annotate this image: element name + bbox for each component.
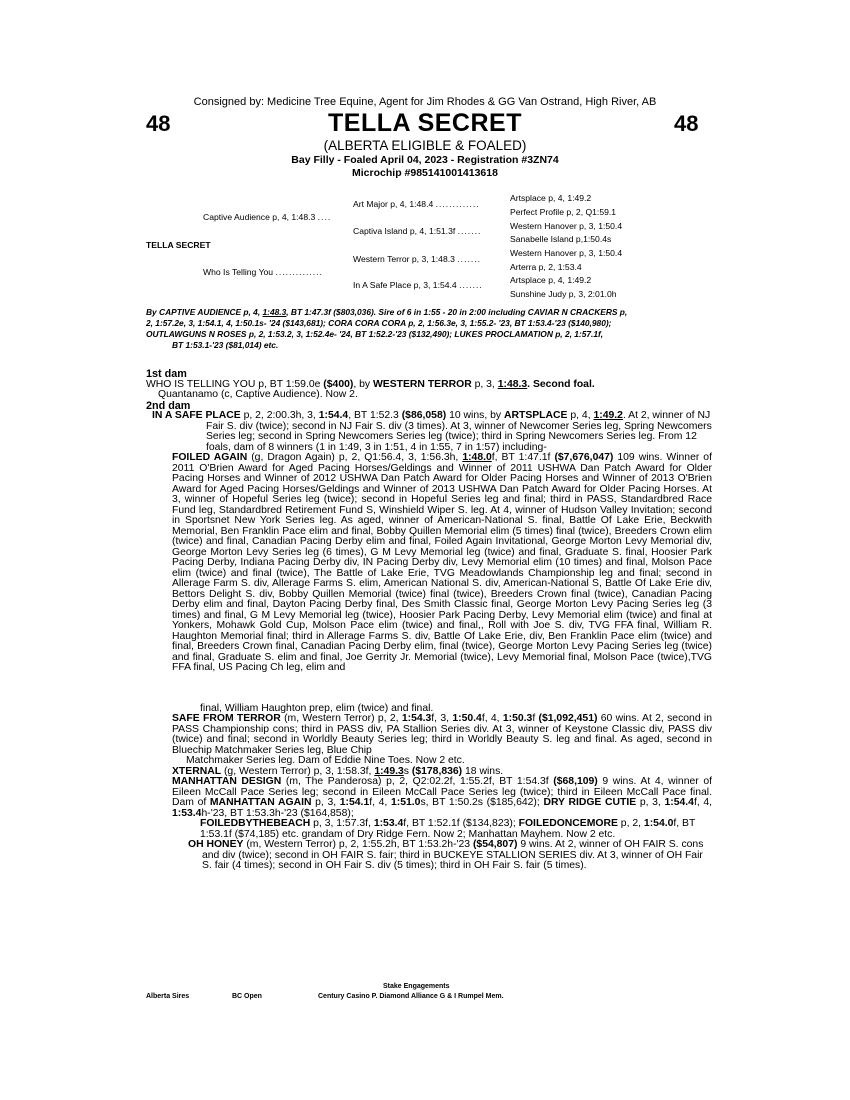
eligibility-line: (ALBERTA ELIGIBLE & FOALED) bbox=[323, 138, 527, 153]
pedigree-gen3-3: Western Hanover p, 3, 1:50.4 bbox=[510, 221, 623, 231]
first-dam-heading: 1st dam bbox=[146, 368, 187, 380]
produce-safe-from-terror: SAFE FROM TERROR (m, Western Terror) p, 2, 1:54.3f, 3, 1:50.4f, 4, 1:50.3f ($1,092,451) 60 wins. At 2, second in PASS Championship cons; third in PASS div, PA Stallion Series div. At 3, winner of Keystone Classic div, PASS div (twice) and final; second in Worldly Beauty Series leg; third in Worldly Beauty S. leg and final. As aged, second in Bluechip Matchmaker Series leg, Blue Chip bbox=[172, 713, 712, 756]
pedigree-sire: Captive Audience p, 4, 1:48.3 .... bbox=[203, 212, 332, 222]
pedigree-gen3-2: Perfect Profile p, 2, Q1:59.1 bbox=[510, 207, 617, 217]
produce-oh-honey: OH HONEY (m, Western Terror) p, 2, 1:55.2h, BT 1:53.2h-'23 ($54,807) 9 wins. At 2, winner of OH FAIR S. cons and div (twice); second in OH FAIR S. fair; third in BUCKEYE STALLION SERIES div. At 3, winner of OH Fair S. fair (4 times); second in OH Fair S. div (5 times); third in OH Fair S. fair (5 times). bbox=[188, 839, 704, 871]
sire-summary-line-2: 2, 1:57.2e, 3, 1:54.1, 4, 1:50.1s- '24 ($143,681); CORA CORA CORA p, 2, 1:56.3e, 3, 1:55.2- '23, BT 1:53.4-'23 ($140,980); bbox=[146, 318, 612, 328]
stake-century-casino: Century Casino P. Diamond Alliance G & I Rumpel Mem. bbox=[318, 993, 504, 1000]
pedigree-dam-sire: Western Terror p, 3, 1:48.3 ....... bbox=[353, 254, 482, 264]
pedigree-dam-dam: In A Safe Place p, 3, 1:54.4 ....... bbox=[353, 280, 483, 290]
pedigree-gen3-1: Artsplace p, 4, 1:49.2 bbox=[510, 193, 592, 203]
lot-number-right: 48 bbox=[674, 111, 699, 136]
dam-section bbox=[146, 369, 712, 872]
sire-summary-line-1: By CAPTIVE AUDIENCE p, 4, 1:48.3, BT 1:47.3f ($803,036). Sire of 6 in 1:55 - 20 in 2:00 including CAVIAR N CRACKERS p, bbox=[146, 307, 628, 317]
first-dam-produce: Quantanamo (c, Captive Audience). Now 2. bbox=[158, 389, 358, 400]
produce-foiled-again: FOILED AGAIN (g, Dragon Again) p, 2, Q1:56.4, 3, 1:56.3h, 1:48.0f, BT 1:47.1f ($7,676,047) 109 wins. Winner of 2011 O'Brien Award for Aged Pacing Horses/Geldings and Winner of 2011 USHWA Dan Patch Award for Older Pacing Horses and Winner of 2012 USHWA Dan Patch Award for Older Pacing Horses and Winner of 2013 O'Brien Award for Aged Pacing Horses/Geldings and Winner of 2013 USHWA Dan Patch Award for Older Pacing Horses. At 3, winner of Hopeful Series leg (twice); second in Hopeful Series leg and final; third in PASS, Standardbred Race Fund leg, Standardbred Retirement Fund S, Winshield Wiper S. leg. At 4, winner of Hudson Valley Invitation; second in Sportsnet New York Series leg. As aged, winner of American-National S. final, Battle Of Lake Erie, Beckwith Memorial, Ben Franklin Pace elim and final, Bobby Quillen Memorial elim (5 times) final (twice), Breeders Crown elim (twice) and final, Canadian Pacing Derby elim and final, Foiled Again Invitational, George Morton Levy Memorial div, George Morton Levy Series leg (6 times), G M Levy Memorial leg (twice) and final, Graduate S. final, Hoosier Park Pacing Derby, Indiana Pacing Derby div, IN Pacing Derby div, Levy Memorial elim (10 times) and final, Molson Pace elim (twice) and final (twice), The Battle of Lake Erie, TVG Meadowlands Championship leg and final; second in Allerage Farm S. div, Allerage Farms S. elim, American National S. div, American-National S, Battle Of Lake Erie div, Bettors Delight S. div, Bobby Quillen Memorial (twice) final (twice), Breeders Crown final (twice), Canadian Pacing Derby elim and final, Dayton Pacing Derby final, Des Smith Classic final, George Morton Levy Pacing Series leg (3 times) and final, G M Levy Memorial leg (twice), Hoosier Park Pacing Derby, Levy Memorial elim (twice) and final at Yonkers, Mohawk Gold Cup, Molson Pace elim (twice) and final,, Roll with Joe S. div, TVG FFA final, William R. Haughton Memorial final; third in Allerage Farms S. div, Battle Of Lake Erie, div, Ben Franklin Pace elim (twice) and final, Breeders Crown final, Canadian Pacing Derby elim, final (twice), George Morton Levy Pacing Series leg (twice) and final, Graduate S. elim and final, Joe Gerrity Jr. Memorial (twice), Levy Memorial final, Molson Pace (twice),TVG FFA final, US Pacing Ch leg, elim and bbox=[172, 452, 712, 673]
produce-foiled-again-continued: final, William Haughton prep, elim (twice) and final. bbox=[200, 702, 434, 714]
microchip-line: Microchip #985141001413618 bbox=[352, 167, 498, 179]
produce-xternal: XTERNAL (g, Western Terror) p, 3, 1:58.3f, 1:49.3s ($178,836) 18 wins. bbox=[172, 765, 504, 777]
pedigree-sire-dam: Captiva Island p, 4, 1:51.3f ....... bbox=[353, 226, 482, 236]
produce-foiledbythebeach: FOILEDBYTHEBEACH p, 3, 1:57.3f, 1:53.4f, BT 1:52.1f ($134,823); FOILEDONCEMORE p, 2, 1:54.0f, BT 1:53.1f ($74,185) etc. grandam of Dry Ridge Fern. Now 2; Manhattan Mayhem. Now 2 etc. bbox=[200, 818, 696, 840]
lot-number-left: 48 bbox=[146, 111, 171, 136]
pedigree-gen3-7: Artsplace p, 4, 1:49.2 bbox=[510, 275, 592, 285]
sire-summary-line-4: BT 1:53.1-'23 ($81,014) etc. bbox=[172, 340, 279, 350]
stake-bc-open: BC Open bbox=[232, 993, 262, 1000]
pedigree-dam: Who Is Telling You .............. bbox=[203, 267, 323, 277]
pedigree-sire-sire: Art Major p, 4, 1:48.4 ............. bbox=[353, 199, 480, 209]
pedigree-horse: TELLA SECRET bbox=[146, 240, 211, 250]
second-dam-record: IN A SAFE PLACE p, 2, 2:00.3h, 3, 1:54.4, BT 1:52.3 ($86,058) 10 wins, by ARTSPLACE p, 4, 1:49.2. At 2, winner of NJ Fair S. div (twice); second in NJ Fair S. div (3 times). At 3, winner of Newcomer Series leg, Spring Newcomers Series leg; second in Spring Newcomers Series leg (twice); third in Spring Newcomers Series leg. From 12 foals, dam of 8 winners (1 in 1:49, 3 in 1:51, 4 in 1:55, 7 in 1:57) including- bbox=[152, 410, 712, 453]
pedigree-gen3-5: Western Hanover p, 3, 1:50.4 bbox=[510, 248, 623, 258]
sire-summary-line-3: OUTLAWGUNS N ROSES p, 2, 1:53.2, 3, 1:52.4e- '24, BT 1:52.2-'23 ($132,490); LUKES PROCLAMATION p, 2, 1:57.1f, bbox=[146, 329, 604, 339]
horse-name-title: TELLA SECRET bbox=[328, 109, 522, 137]
produce-safe-from-terror-continued: Matchmaker Series leg. Dam of Eddie Nine Toes. Now 2 etc. bbox=[186, 755, 465, 766]
pedigree-gen3-4: Sanabelle Island p,1:50.4s bbox=[510, 234, 612, 244]
stake-engagements-title: Stake Engagements bbox=[383, 983, 450, 990]
second-dam-heading: 2nd dam bbox=[146, 399, 191, 412]
pedigree-gen3-6: Arterra p, 2, 1:53.4 bbox=[510, 262, 582, 272]
stake-alberta-sires: Alberta Sires bbox=[146, 993, 190, 1000]
first-dam-line: WHO IS TELLING YOU p, BT 1:59.0e ($400), by WESTERN TERROR p, 3, 1:48.3. Second foal. bbox=[146, 378, 595, 390]
description-line: Bay Filly - Foaled April 04, 2023 - Registration #3ZN74 bbox=[291, 154, 559, 166]
pedigree-gen3-8: Sunshine Judy p, 3, 2:01.0h bbox=[510, 289, 617, 299]
consignor-line: Consigned by: Medicine Tree Equine, Agent for Jim Rhodes & GG Van Ostrand, High River, AB bbox=[193, 96, 657, 108]
sire-summary bbox=[146, 307, 706, 351]
produce-manhattan-design: MANHATTAN DESIGN (m, The Panderosa) p, 2, Q2:02.2f, 1:55.2f, BT 1:54.3f ($68,109) 9 wins. At 4, winner of Eileen McCall Pace Series leg; second in Eileen McCall Pace Series leg (twice); third in Eileen McCall Pace final. Dam of MANHATTAN AGAIN p, 3, 1:54.1f, 4, 1:51.0s, BT 1:50.2s ($185,642); DRY RIDGE CUTIE p, 3, 1:54.4f, 4, 1:53.4h-'23, BT 1:53.3h-'23 ($164,858); bbox=[172, 776, 713, 819]
